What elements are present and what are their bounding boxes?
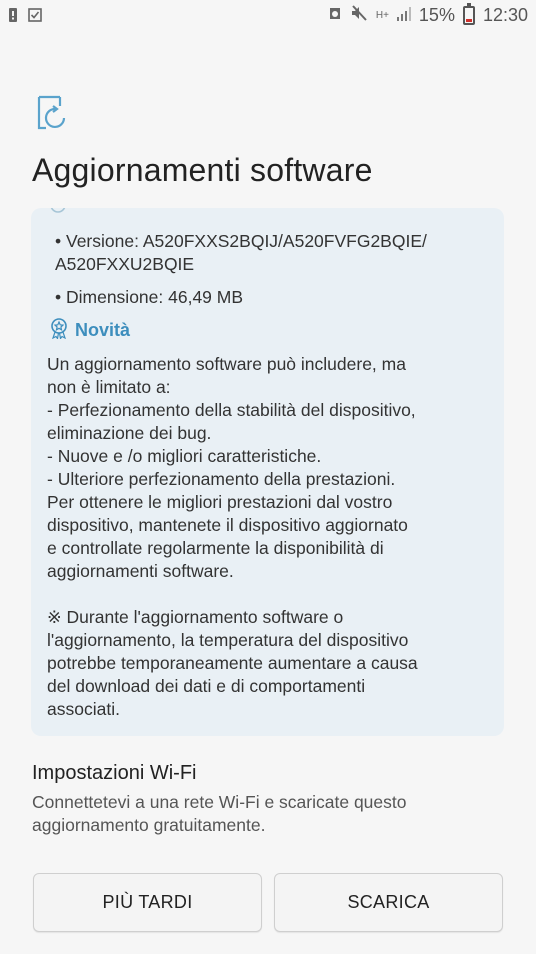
status-time: 12:30 bbox=[482, 5, 528, 25]
status-bar bbox=[0, 0, 536, 34]
battery-percent: 15% bbox=[418, 5, 455, 25]
network-type-label: H+ bbox=[375, 9, 389, 21]
news-description: Un aggiornamento software può includere, ma non è limitato a: - Perfezionamento della stabilità del dispositivo, eliminazione dei bug. - Nuove e /o migliori caratteristiche. - Ulteriore perfezionamento della prestazioni. Per ottenere le migliori prestazioni dal vostro dispositivo, mantenete il dispositivo aggiornato e controllate regolarmente la disponibilità di aggiornamenti software. ※ Durante l'aggiornamento software o l'aggiornamento, la temperatura del dispositivo potrebbe temporaneamente aumentare a causa del download dei dati e di comportamenti associati. bbox=[47, 354, 418, 719]
checkbox-icon bbox=[28, 7, 42, 28]
later-button[interactable]: PIÙ TARDI bbox=[33, 873, 262, 932]
update-details-card[interactable] bbox=[31, 208, 504, 736]
version-info: • Versione: A520FXXS2BQIJ/A520FVFG2BQIE/ A520FXXU2BQIE bbox=[55, 231, 427, 274]
page-title: Aggiornamenti software bbox=[32, 152, 373, 188]
download-button[interactable]: SCARICA bbox=[274, 873, 503, 932]
wifi-settings-description: Connettetevi a una rete Wi-Fi e scaricate questo aggiornamento gratuitamente. bbox=[32, 792, 407, 835]
news-heading bbox=[49, 317, 130, 344]
notification-icon bbox=[8, 7, 18, 28]
size-info: • Dimensione: 46,49 MB bbox=[55, 287, 244, 307]
news-title: Novità bbox=[75, 320, 131, 340]
mute-icon bbox=[350, 5, 368, 26]
award-icon bbox=[49, 317, 69, 344]
alarm-icon bbox=[328, 5, 342, 26]
signal-icon bbox=[397, 5, 411, 26]
battery-icon bbox=[463, 6, 475, 25]
software-update-icon bbox=[36, 94, 68, 132]
details-heading-clipped bbox=[49, 208, 67, 219]
wifi-settings-title[interactable]: Impostazioni Wi-Fi bbox=[32, 762, 197, 784]
